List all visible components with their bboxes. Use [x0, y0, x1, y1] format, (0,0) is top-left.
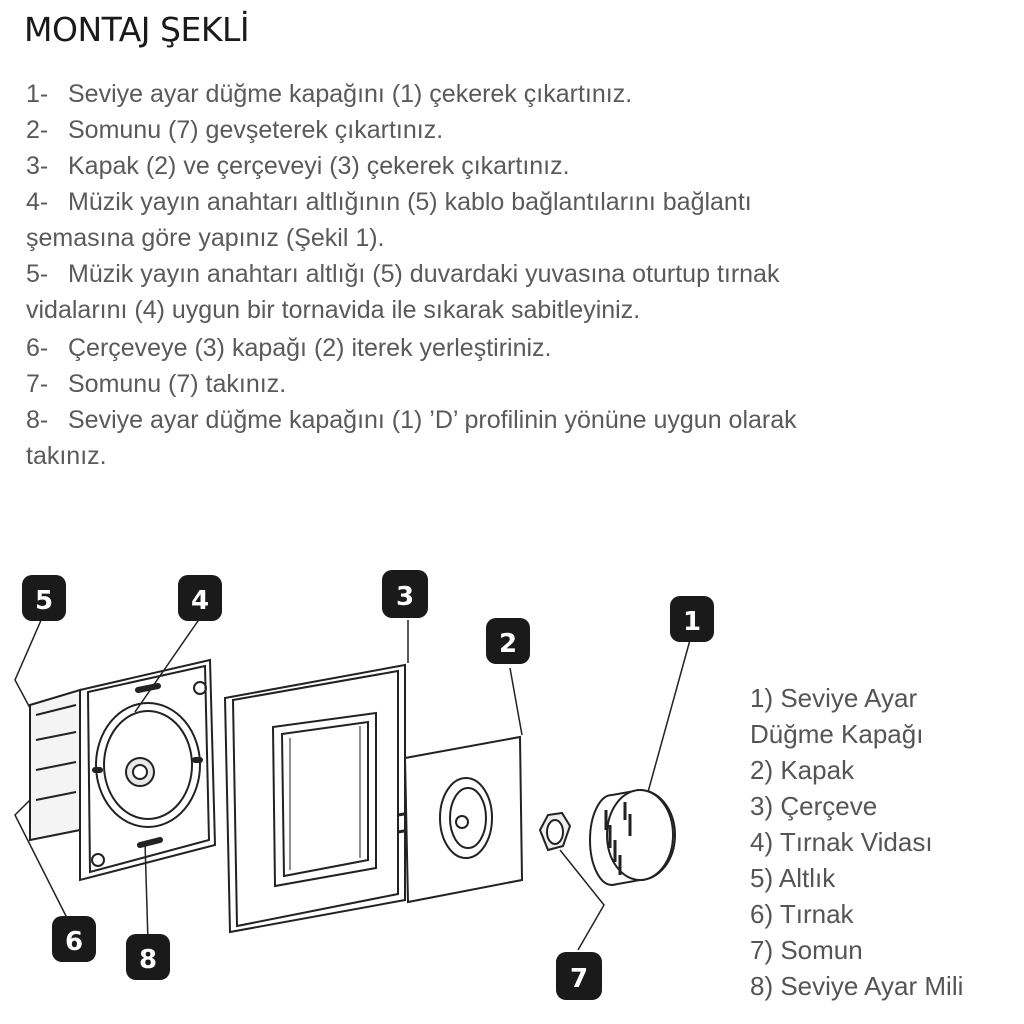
step-1: 1- Seviye ayar düğme kapağını (1) çekerek çıkartınız. [26, 80, 633, 108]
svg-text:8: 8 [138, 945, 158, 975]
parts-legend [750, 680, 963, 1004]
svg-text:3: 3 [395, 582, 415, 612]
legend-item: 6) Tırnak [750, 899, 854, 929]
legend-item: 5) Altlık [750, 863, 836, 893]
step-4: 4- Müzik yayın anahtarı altlığının (5) kablo bağlantılarını bağlantı [26, 188, 752, 216]
legend-item: 7) Somun [750, 935, 863, 965]
legend-item: Düğme Kapağı [750, 719, 924, 749]
svg-text:2: 2 [498, 629, 518, 659]
frame-part [225, 665, 405, 932]
svg-text:4: 4 [190, 586, 210, 616]
svg-text:7: 7 [569, 964, 589, 994]
badge-1 [670, 596, 714, 642]
step-4-cont: şemasına göre yapınız (Şekil 1). [26, 224, 385, 252]
legend-item: 1) Seviye Ayar [750, 683, 918, 713]
legend-item: 8) Seviye Ayar Mili [750, 971, 964, 1001]
base-plate [30, 660, 215, 880]
step-8: 8- Seviye ayar düğme kapağını (1) ’D’ profilinin yönüne uygun olarak [26, 406, 797, 434]
svg-text:1: 1 [682, 607, 702, 637]
nut-part [540, 813, 570, 850]
step-8-cont: takınız. [26, 442, 107, 470]
step-5: 5- Müzik yayın anahtarı altlığı (5) duvardaki yuvasına oturtup tırnak [26, 260, 780, 288]
badge-5 [22, 575, 66, 621]
badge-2 [486, 618, 530, 664]
step-5-cont: vidalarını (4) uygun bir tornavida ile sıkarak sabitleyiniz. [26, 296, 641, 324]
badge-3 [382, 570, 428, 618]
badge-7 [556, 952, 602, 1000]
step-7: 7- Somunu (7) takınız. [26, 370, 287, 398]
badge-8 [126, 934, 170, 980]
assembly-diagram [0, 560, 740, 1010]
badge-6 [52, 916, 96, 962]
step-3: 3- Kapak (2) ve çerçeveyi (3) çekerek çıkartınız. [26, 152, 570, 180]
svg-text:5: 5 [34, 586, 54, 616]
cover-part [405, 737, 522, 902]
legend-item: 2) Kapak [750, 755, 855, 785]
step-6: 6- Çerçeveye (3) kapağı (2) iterek yerleştiriniz. [26, 334, 552, 362]
badge-4 [178, 575, 222, 621]
step-2: 2- Somunu (7) gevşeterek çıkartınız. [26, 116, 444, 144]
knob-part [590, 790, 675, 885]
legend-item: 3) Çerçeve [750, 791, 878, 821]
legend-item: 4) Tırnak Vidası [750, 827, 933, 857]
svg-text:6: 6 [64, 927, 84, 957]
page-title: MONTAJ ŞEKLİ [24, 10, 250, 49]
